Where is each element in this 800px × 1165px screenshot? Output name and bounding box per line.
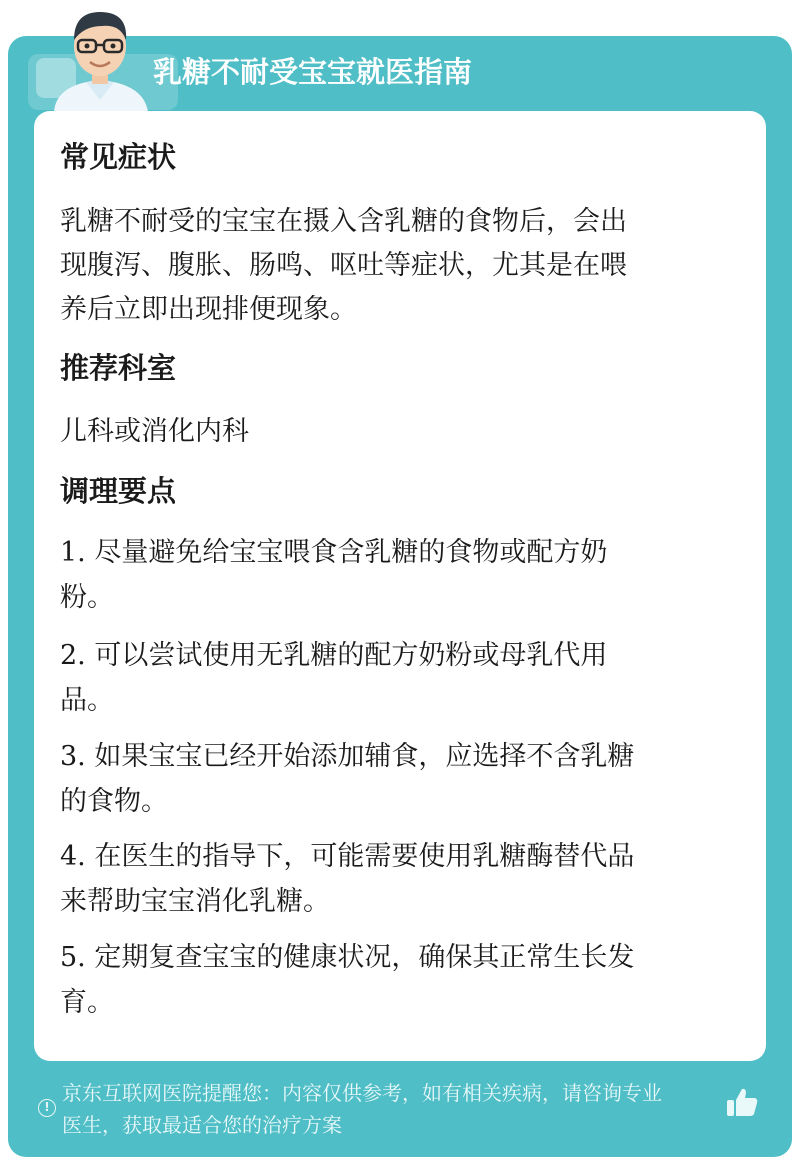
- symptoms-line-1: 乳糖不耐受的宝宝在摄入含乳糖的食物后，会出: [60, 206, 627, 237]
- info-icon: !: [38, 1099, 56, 1117]
- symptoms-heading: 常见症状: [60, 140, 177, 174]
- care-item-3-cont: 的食物。: [60, 786, 168, 817]
- department-text: 儿科或消化内科: [60, 416, 249, 447]
- care-item-5: 5. 定期复查宝宝的健康状况，确保其正常生长发: [60, 942, 635, 973]
- care-item-1: 1. 尽量避免给宝宝喂食含乳糖的食物或配方奶: [60, 537, 608, 568]
- care-item-2: 2. 可以尝试使用无乳糖的配方奶粉或母乳代用: [60, 640, 608, 671]
- care-item-3: 3. 如果宝宝已经开始添加辅食，应选择不含乳糖: [60, 741, 635, 772]
- content-card: [34, 111, 766, 1061]
- disclaimer-line-2: 医生，获取最适合您的治疗方案: [62, 1113, 342, 1137]
- care-item-2-cont: 品。: [60, 685, 114, 716]
- symptoms-line-3: 养后立即出现排便现象。: [60, 294, 357, 325]
- care-heading: 调理要点: [60, 474, 177, 508]
- care-item-1-cont: 粉。: [60, 582, 114, 613]
- doctor-avatar: [40, 0, 160, 112]
- department-heading: 推荐科室: [60, 351, 177, 385]
- disclaimer-text: [62, 1077, 727, 1141]
- page-title: 乳糖不耐受宝宝就医指南: [153, 55, 473, 89]
- care-item-5-cont: 育。: [60, 987, 114, 1018]
- disclaimer-line-1: 京东互联网医院提醒您：内容仅供参考，如有相关疾病，请咨询专业: [62, 1081, 662, 1105]
- care-item-4: 4. 在医生的指导下，可能需要使用乳糖酶替代品: [60, 841, 635, 872]
- care-item-4-cont: 来帮助宝宝消化乳糖。: [60, 886, 330, 917]
- thumbs-up-icon[interactable]: [724, 1085, 760, 1121]
- disclaimer-footer: [0, 1065, 800, 1155]
- symptoms-line-2: 现腹泻、腹胀、肠鸣、呕吐等症状，尤其是在喂: [60, 250, 627, 281]
